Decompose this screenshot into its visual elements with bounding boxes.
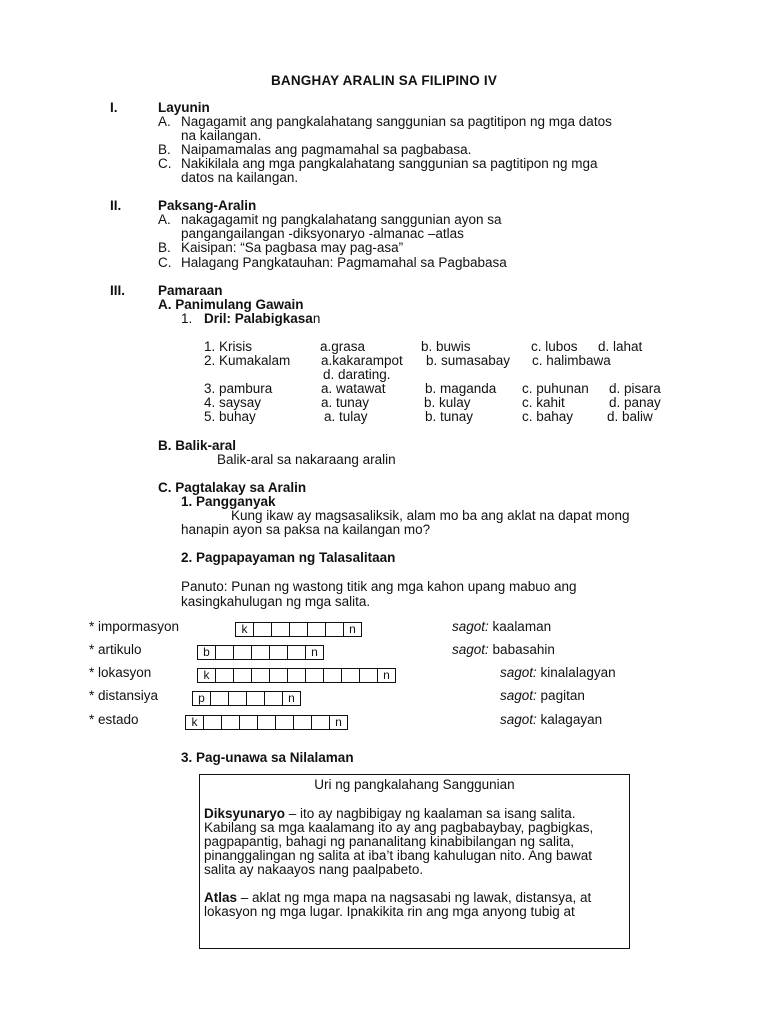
answer-label: sagot: <box>452 642 489 657</box>
letter-box[interactable] <box>287 645 306 660</box>
drill-row-4-b: b. kulay <box>424 395 471 410</box>
drill-row-5-d: d. baliw <box>607 409 653 424</box>
drill-row-3-c: c. puhunan <box>522 381 589 396</box>
drill-row-4-word: 4. saysay <box>204 395 262 410</box>
letter-box[interactable] <box>359 668 378 683</box>
comprehension-heading: 3. Pag-unawa sa Nilalaman <box>181 750 354 765</box>
letter-box[interactable] <box>305 668 324 683</box>
section-1-item-c-letter: C. <box>158 156 172 171</box>
vocab-word-3: * lokasyon <box>89 665 152 680</box>
answer-value: kalagayan <box>540 712 603 727</box>
drill-row-3-word: 3. pambura <box>204 381 273 396</box>
drill-row-2-word: 2. Kumakalam <box>204 353 291 368</box>
answer-label: sagot: <box>500 688 537 703</box>
letter-box[interactable]: n <box>329 715 348 730</box>
letter-box[interactable] <box>215 668 234 683</box>
dictionary-line-5: salita ay nakaayos nang paalpabeto. <box>204 862 424 877</box>
drill-row-1-d: d. lahat <box>598 339 643 354</box>
section-1-heading: Layunin <box>158 100 210 115</box>
vocab-word-2: * artikulo <box>89 642 142 657</box>
vocab-word-1: * impormasyon <box>89 619 180 634</box>
answer-3 <box>500 666 616 681</box>
drill-row-5-b: b. tunay <box>425 409 474 424</box>
section-2-item-a-letter: A. <box>158 212 171 227</box>
drill-row-2-b: b. sumasabay <box>426 353 511 368</box>
letter-box[interactable] <box>251 668 270 683</box>
letter-box[interactable] <box>341 668 360 683</box>
section-1-item-c-line-1: Nakikilala ang mga pangkalahatang sanggunian sa pagtitipon ng mga <box>181 156 598 171</box>
letter-box[interactable] <box>233 645 252 660</box>
letter-box[interactable]: n <box>377 668 396 683</box>
review-text: Balik-aral sa nakaraang aralin <box>217 452 396 467</box>
answer-label: sagot: <box>500 665 537 680</box>
drill-row-3-b: b. maganda <box>425 381 497 396</box>
vocab-boxes-4[interactable] <box>193 691 301 705</box>
letter-box[interactable] <box>215 645 234 660</box>
section-1-item-a-line-2: na kailangan. <box>181 128 262 143</box>
letter-box[interactable]: n <box>343 622 362 637</box>
letter-box[interactable] <box>289 622 308 637</box>
section-1-item-b-letter: B. <box>158 142 171 157</box>
drill-row-3-a: a. watawat <box>321 381 386 396</box>
dictionary-line-2: Kabilang sa mga kaalamang ito ay ang pagbabaybay, pagbigkas, <box>204 820 594 835</box>
letter-box[interactable] <box>269 645 288 660</box>
section-2-item-b-line-1: Kaisipan: “Sa pagbasa may pag-asa” <box>181 240 404 255</box>
info-box-title: Uri ng pangkalahang Sanggunian <box>314 777 515 792</box>
letter-box[interactable]: p <box>192 691 211 706</box>
section-2-item-b-letter: B. <box>158 240 171 255</box>
section-2-heading: Paksang-Aralin <box>158 198 257 213</box>
subsection-b-heading: B. Balik-aral <box>158 438 237 453</box>
vocab-boxes-2[interactable] <box>198 645 324 659</box>
letter-box[interactable] <box>311 715 330 730</box>
drill-row-1-a: a.grasa <box>320 339 366 354</box>
instruction-line-2: kasingkahulugan ng mga salita. <box>181 594 371 609</box>
answer-value: babasahin <box>492 642 555 657</box>
drill-label <box>204 312 320 327</box>
letter-box[interactable]: k <box>185 715 204 730</box>
letter-box[interactable] <box>307 622 326 637</box>
atlas-term: Atlas <box>204 890 238 905</box>
letter-box[interactable] <box>287 668 306 683</box>
letter-box[interactable] <box>221 715 240 730</box>
drill-row-2-d: d. darating. <box>323 367 391 382</box>
dictionary-line-4: pinanggalingan ng salita at iba’t ibang kahulugan nito. Ang bawat <box>204 848 593 863</box>
subsection-a-heading: A. Panimulang Gawain <box>158 297 304 312</box>
drill-row-3-d: d. pisara <box>609 381 661 396</box>
letter-box[interactable] <box>233 668 252 683</box>
section-2-item-c-line-1: Halagang Pangkatauhan: Pagmamahal sa Pagbabasa <box>181 255 507 270</box>
drill-row-2-a: a.kakarampot <box>321 353 403 368</box>
drill-row-5-word: 5. buhay <box>204 409 256 424</box>
section-2-item-a-line-2: pangangailangan -diksyonaryo -almanac –atlas <box>181 226 464 241</box>
drill-row-1-word: 1. Krisis <box>204 339 253 354</box>
drill-row-5-a: a. tulay <box>324 409 368 424</box>
letter-box[interactable] <box>275 715 294 730</box>
letter-box[interactable] <box>239 715 258 730</box>
section-1-item-a-letter: A. <box>158 114 171 129</box>
answer-label: sagot: <box>452 619 489 634</box>
vocab-boxes-1[interactable] <box>236 622 362 636</box>
letter-box[interactable]: n <box>305 645 324 660</box>
instruction-line-1: Panuto: Punan ng wastong titik ang mga kahon upang mabuo ang <box>181 579 577 594</box>
vocabulary-heading: 2. Pagpapayaman ng Talasalitaan <box>181 550 396 565</box>
letter-box[interactable] <box>210 691 229 706</box>
drill-label-tail: n <box>312 311 321 326</box>
vocab-word-4: * distansiya <box>89 688 159 703</box>
section-1-item-a-line-1: Nagagamit ang pangkalahatang sanggunian sa pagtitipon ng mga datos <box>181 114 612 129</box>
letter-box[interactable] <box>269 668 288 683</box>
letter-box[interactable] <box>228 691 247 706</box>
drill-row-2-c: c. halimbawa <box>532 353 611 368</box>
letter-box[interactable] <box>323 668 342 683</box>
drill-row-1-b: b. buwis <box>421 339 471 354</box>
vocab-word-5: * estado <box>89 712 139 727</box>
letter-box[interactable] <box>203 715 222 730</box>
drill-row-5-c: c. bahay <box>522 409 574 424</box>
atlas-definition: – aklat ng mga mapa na nagsasabi ng lawak, distansya, at <box>237 890 592 905</box>
section-3-heading: Pamaraan <box>158 283 223 298</box>
answer-2 <box>452 643 555 658</box>
answer-4 <box>500 689 585 704</box>
section-1-item-b-line-1: Naipamamalas ang pagmamahal sa pagbabasa. <box>181 142 472 157</box>
motivation-heading: 1. Pangganyak <box>181 494 276 509</box>
letter-box[interactable] <box>264 691 283 706</box>
drill-row-4-c: c. kahit <box>522 395 565 410</box>
subsection-c-heading: C. Pagtalakay sa Aralin <box>158 480 307 495</box>
letter-box[interactable] <box>325 622 344 637</box>
vocab-boxes-5[interactable] <box>186 715 348 729</box>
dictionary-line-3: pagpapantig, bahagi ng pananalitang kinabibilangan ng salita, <box>204 834 575 849</box>
answer-label: sagot: <box>500 712 537 727</box>
letter-box[interactable]: k <box>235 622 254 637</box>
section-1-item-c-line-2: datos na kailangan. <box>181 170 299 185</box>
drill-label-bold: Dril: Palabigkasa <box>204 311 313 326</box>
answer-5 <box>500 713 602 728</box>
letter-box[interactable]: k <box>197 668 216 683</box>
section-2-item-c-letter: C. <box>158 255 172 270</box>
section-2-item-a-line-1: nakagagamit ng pangkalahatang sanggunian ayon sa <box>181 212 502 227</box>
letter-box[interactable] <box>253 622 272 637</box>
drill-row-1-c: c. lubos <box>531 339 578 354</box>
page-title: BANGHAY ARALIN SA FILIPINO IV <box>270 73 498 88</box>
letter-box[interactable] <box>257 715 276 730</box>
answer-value: kaalaman <box>492 619 552 634</box>
answer-1 <box>452 620 551 635</box>
letter-box[interactable] <box>271 622 290 637</box>
drill-row-4-d: d. panay <box>609 395 661 410</box>
letter-box[interactable]: b <box>197 645 216 660</box>
section-3-number: III. <box>110 283 126 298</box>
letter-box[interactable]: n <box>282 691 301 706</box>
dictionary-term: Diksyunaryo <box>204 806 286 821</box>
drill-number: 1. <box>181 311 193 326</box>
letter-box[interactable] <box>246 691 265 706</box>
section-1-number: I. <box>110 100 118 115</box>
motivation-line-1: Kung ikaw ay magsasaliksik, alam mo ba ang aklat na dapat mong <box>231 508 630 523</box>
reference-info-box <box>199 774 630 949</box>
section-2-number: II. <box>110 198 122 213</box>
drill-row-4-a: a. tunay <box>321 395 370 410</box>
atlas-line-2: lokasyon ng mga lugar. Ipnakikita rin ang mga anyong tubig at <box>204 904 575 919</box>
answer-value: pagitan <box>540 688 585 703</box>
vocab-boxes-3[interactable] <box>198 668 396 682</box>
letter-box[interactable] <box>251 645 270 660</box>
dictionary-definition: – ito ay nagbibigay ng kaalaman sa isang salita. <box>285 806 576 821</box>
letter-box[interactable] <box>293 715 312 730</box>
answer-value: kinalalagyan <box>540 665 616 680</box>
motivation-line-2: hanapin ayon sa paksa na kailangan mo? <box>181 522 431 537</box>
